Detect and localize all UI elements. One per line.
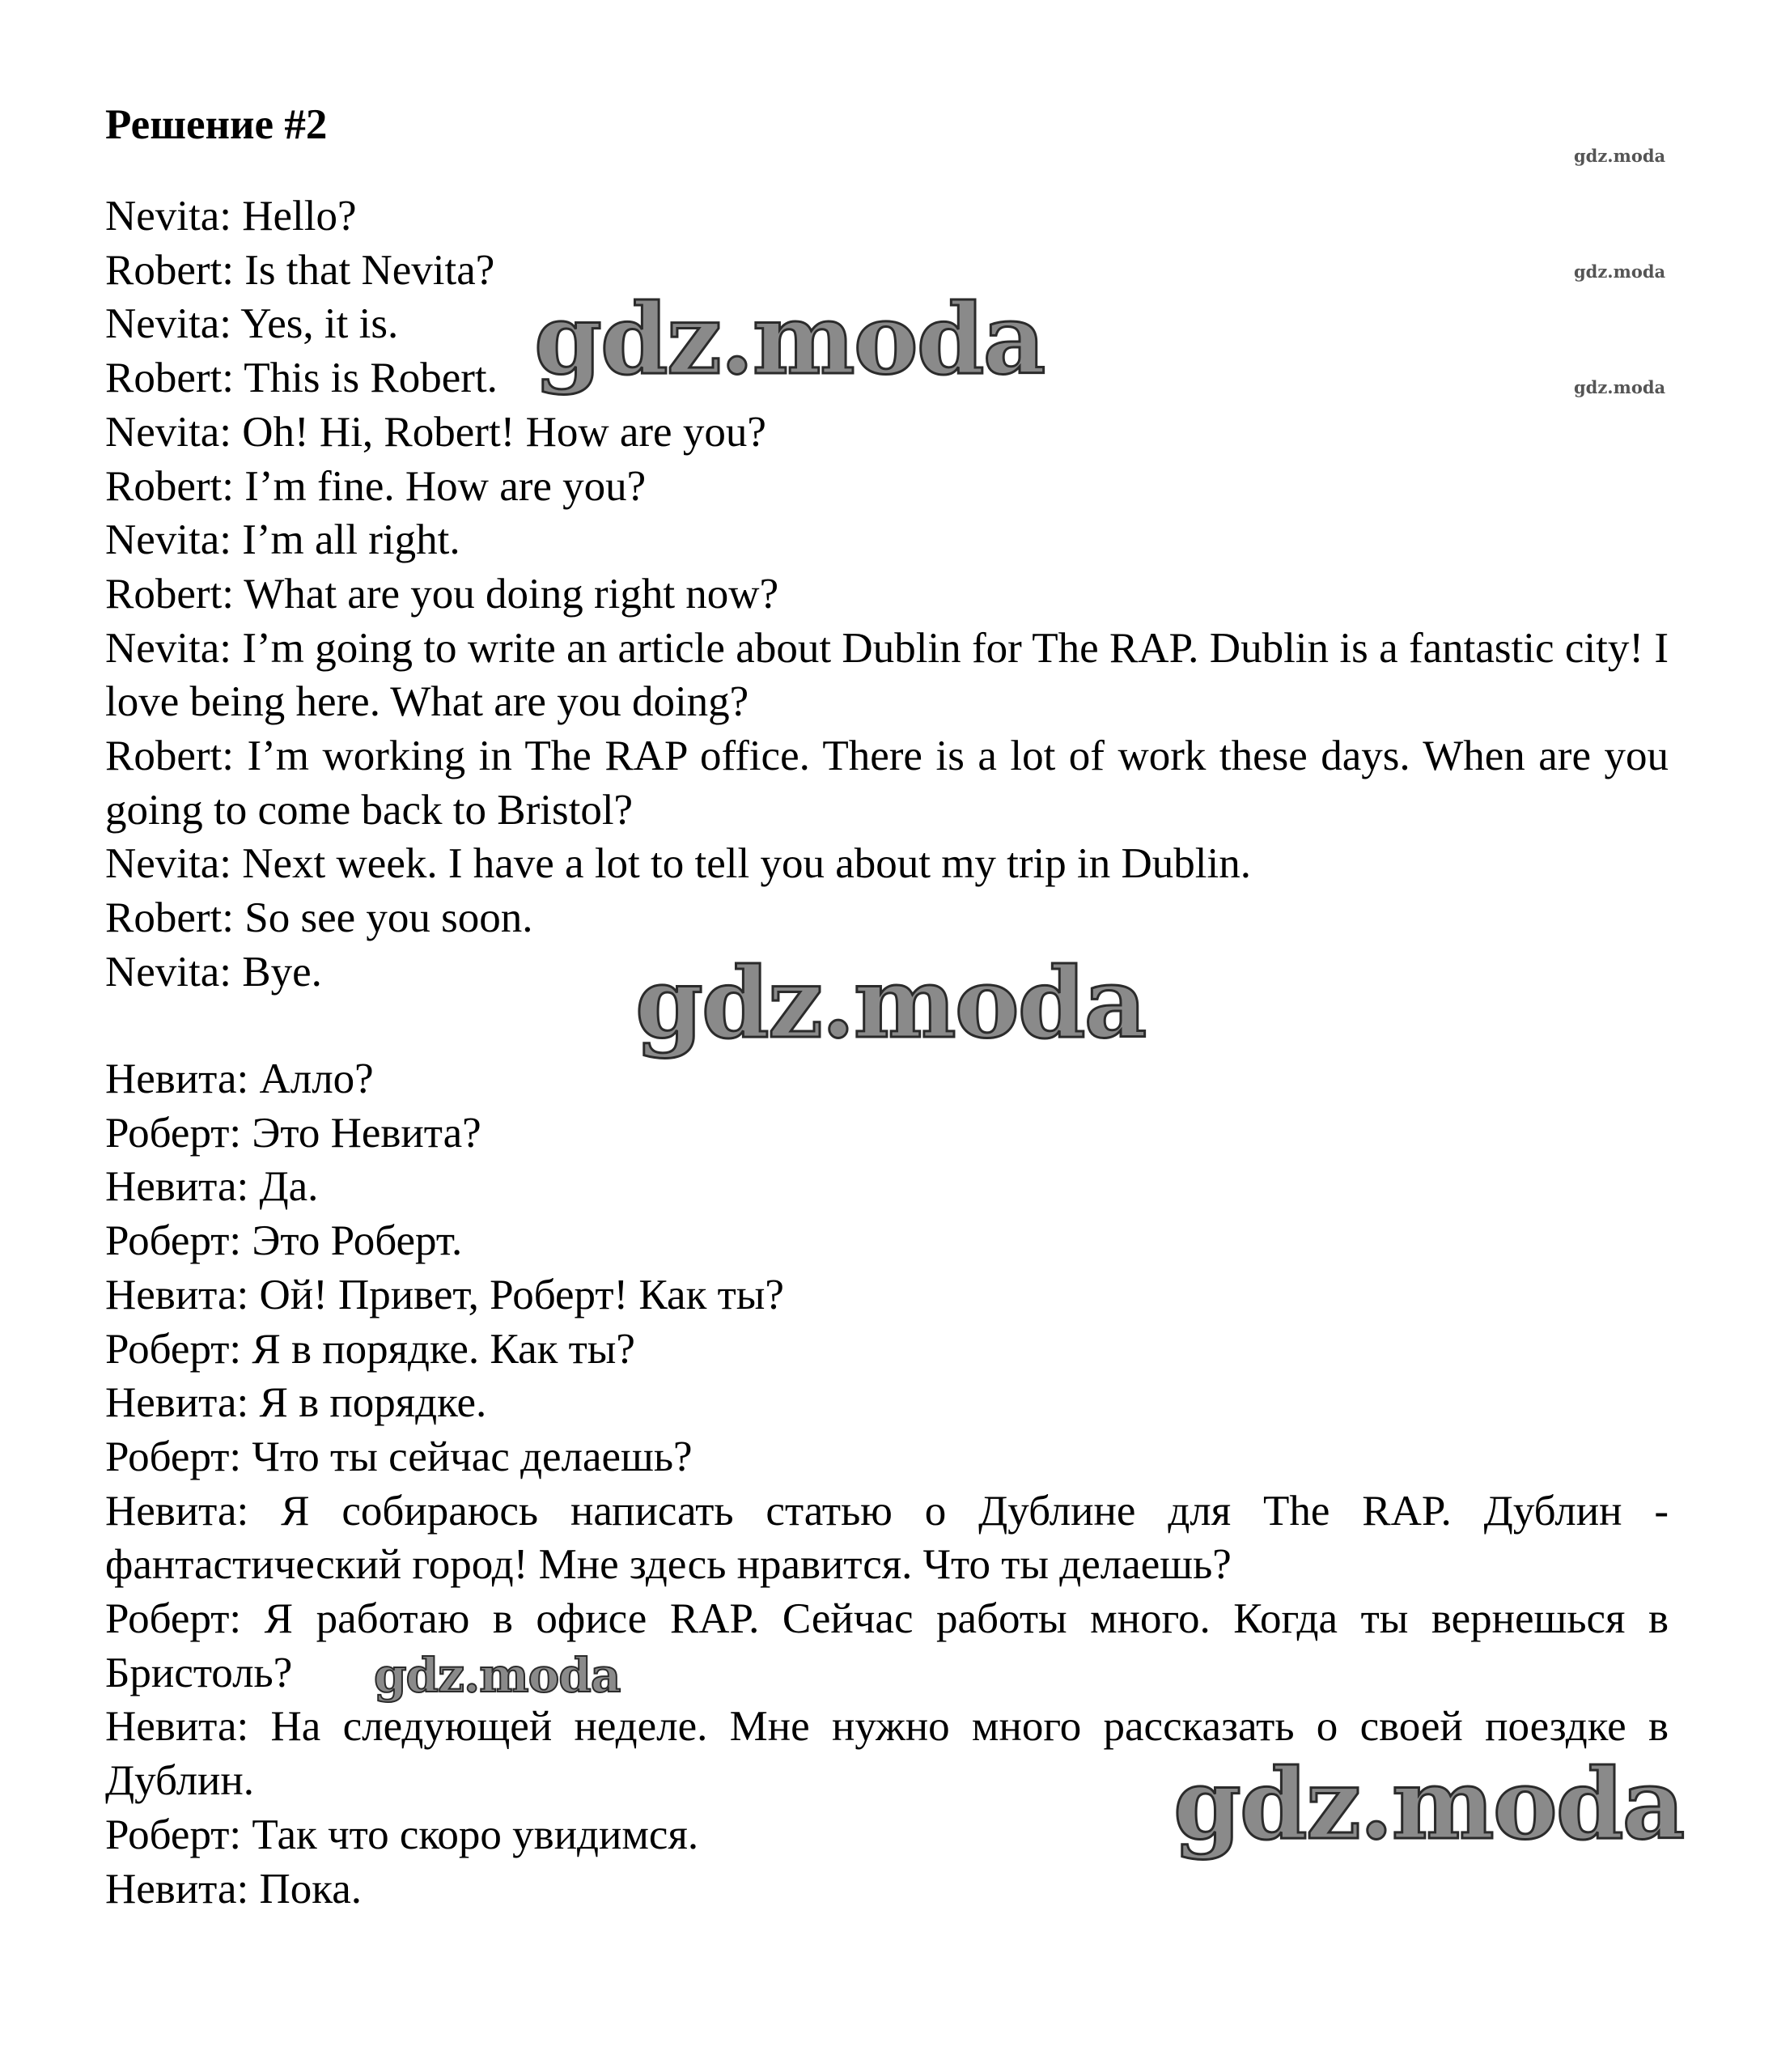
watermark-large-1: gdz.moda [534,282,1045,397]
dialogue-line: Невита: Я собираюсь написать статью о Дублине для The RAP. Дублин - фантастический город! Мне здесь нравится. Что ты делаешь? [105,1487,1669,1589]
watermark-small-2: gdz.moda [1574,261,1666,282]
dialogue-line: Robert: I’m fine. How are you? [105,462,647,510]
dialogue-line: Невита: Да. [105,1163,319,1211]
dialogue-line: Nevita: Next week. I have a lot to tell you about my trip in Dublin. [105,840,1251,888]
dialogue-line: Невита: На следующей неделе. Мне нужно много рассказать о своей поездке в Дублин. [105,1703,1669,1805]
dialogue-line: Robert: What are you doing right now? [105,570,779,618]
dialogue-line: Nevita: I’m going to write an article about Dublin for The RAP. Dublin is a fantastic city! I love being here. What are you doing? [105,624,1669,726]
dialogue-line: Nevita: Oh! Hi, Robert! How are you? [105,408,766,456]
page-title: Решение #2 [105,101,328,148]
dialogue-line: Роберт: Что ты сейчас делаешь? [105,1433,693,1480]
dialogue-line: Nevita: Hello? [105,193,357,240]
dialogue-line: Robert: I’m working in The RAP office. There is a lot of work these days. When are you going to come back to Bristol? [105,732,1669,834]
watermark-small-3: gdz.moda [1574,377,1666,397]
dialogue-line: Невита: Я в порядке. [105,1379,487,1427]
dialogue-line: Robert: This is Robert. [105,355,498,402]
watermark-medium: gdz.moda [374,1648,621,1703]
dialogue-line: Robert: So see you soon. [105,894,533,942]
dialogue-line: Robert: Is that Nevita? [105,246,495,294]
dialogue-line: Роберт: Это Невита? [105,1109,481,1157]
dialogue-line: Роберт: Это Роберт. [105,1217,463,1265]
dialogue-line: Невита: Ой! Привет, Роберт! Как ты? [105,1271,784,1318]
watermark-large-2: gdz.moda [635,946,1146,1060]
dialogue-line: Роберт: Так что скоро увидимся. [105,1811,699,1858]
dialogue-line: Роберт: Я в порядке. Как ты? [105,1325,635,1373]
watermark-large-3: gdz.moda [1173,1747,1684,1862]
dialogue-line: Nevita: Yes, it is. [105,300,399,348]
dialogue-line: Невита: Пока. [105,1865,362,1913]
watermark-small-1: gdz.moda [1574,146,1666,166]
dialogue-line: Nevita: I’m all right. [105,516,460,564]
dialogue-line: Невита: Алло? [105,1055,374,1102]
dialogue-line: Nevita: Bye. [105,948,322,996]
dialogue-line: Роберт: Я работаю в офисе RAP. Сейчас работы много. Когда ты вернешься в Бристоль? [105,1595,1669,1696]
